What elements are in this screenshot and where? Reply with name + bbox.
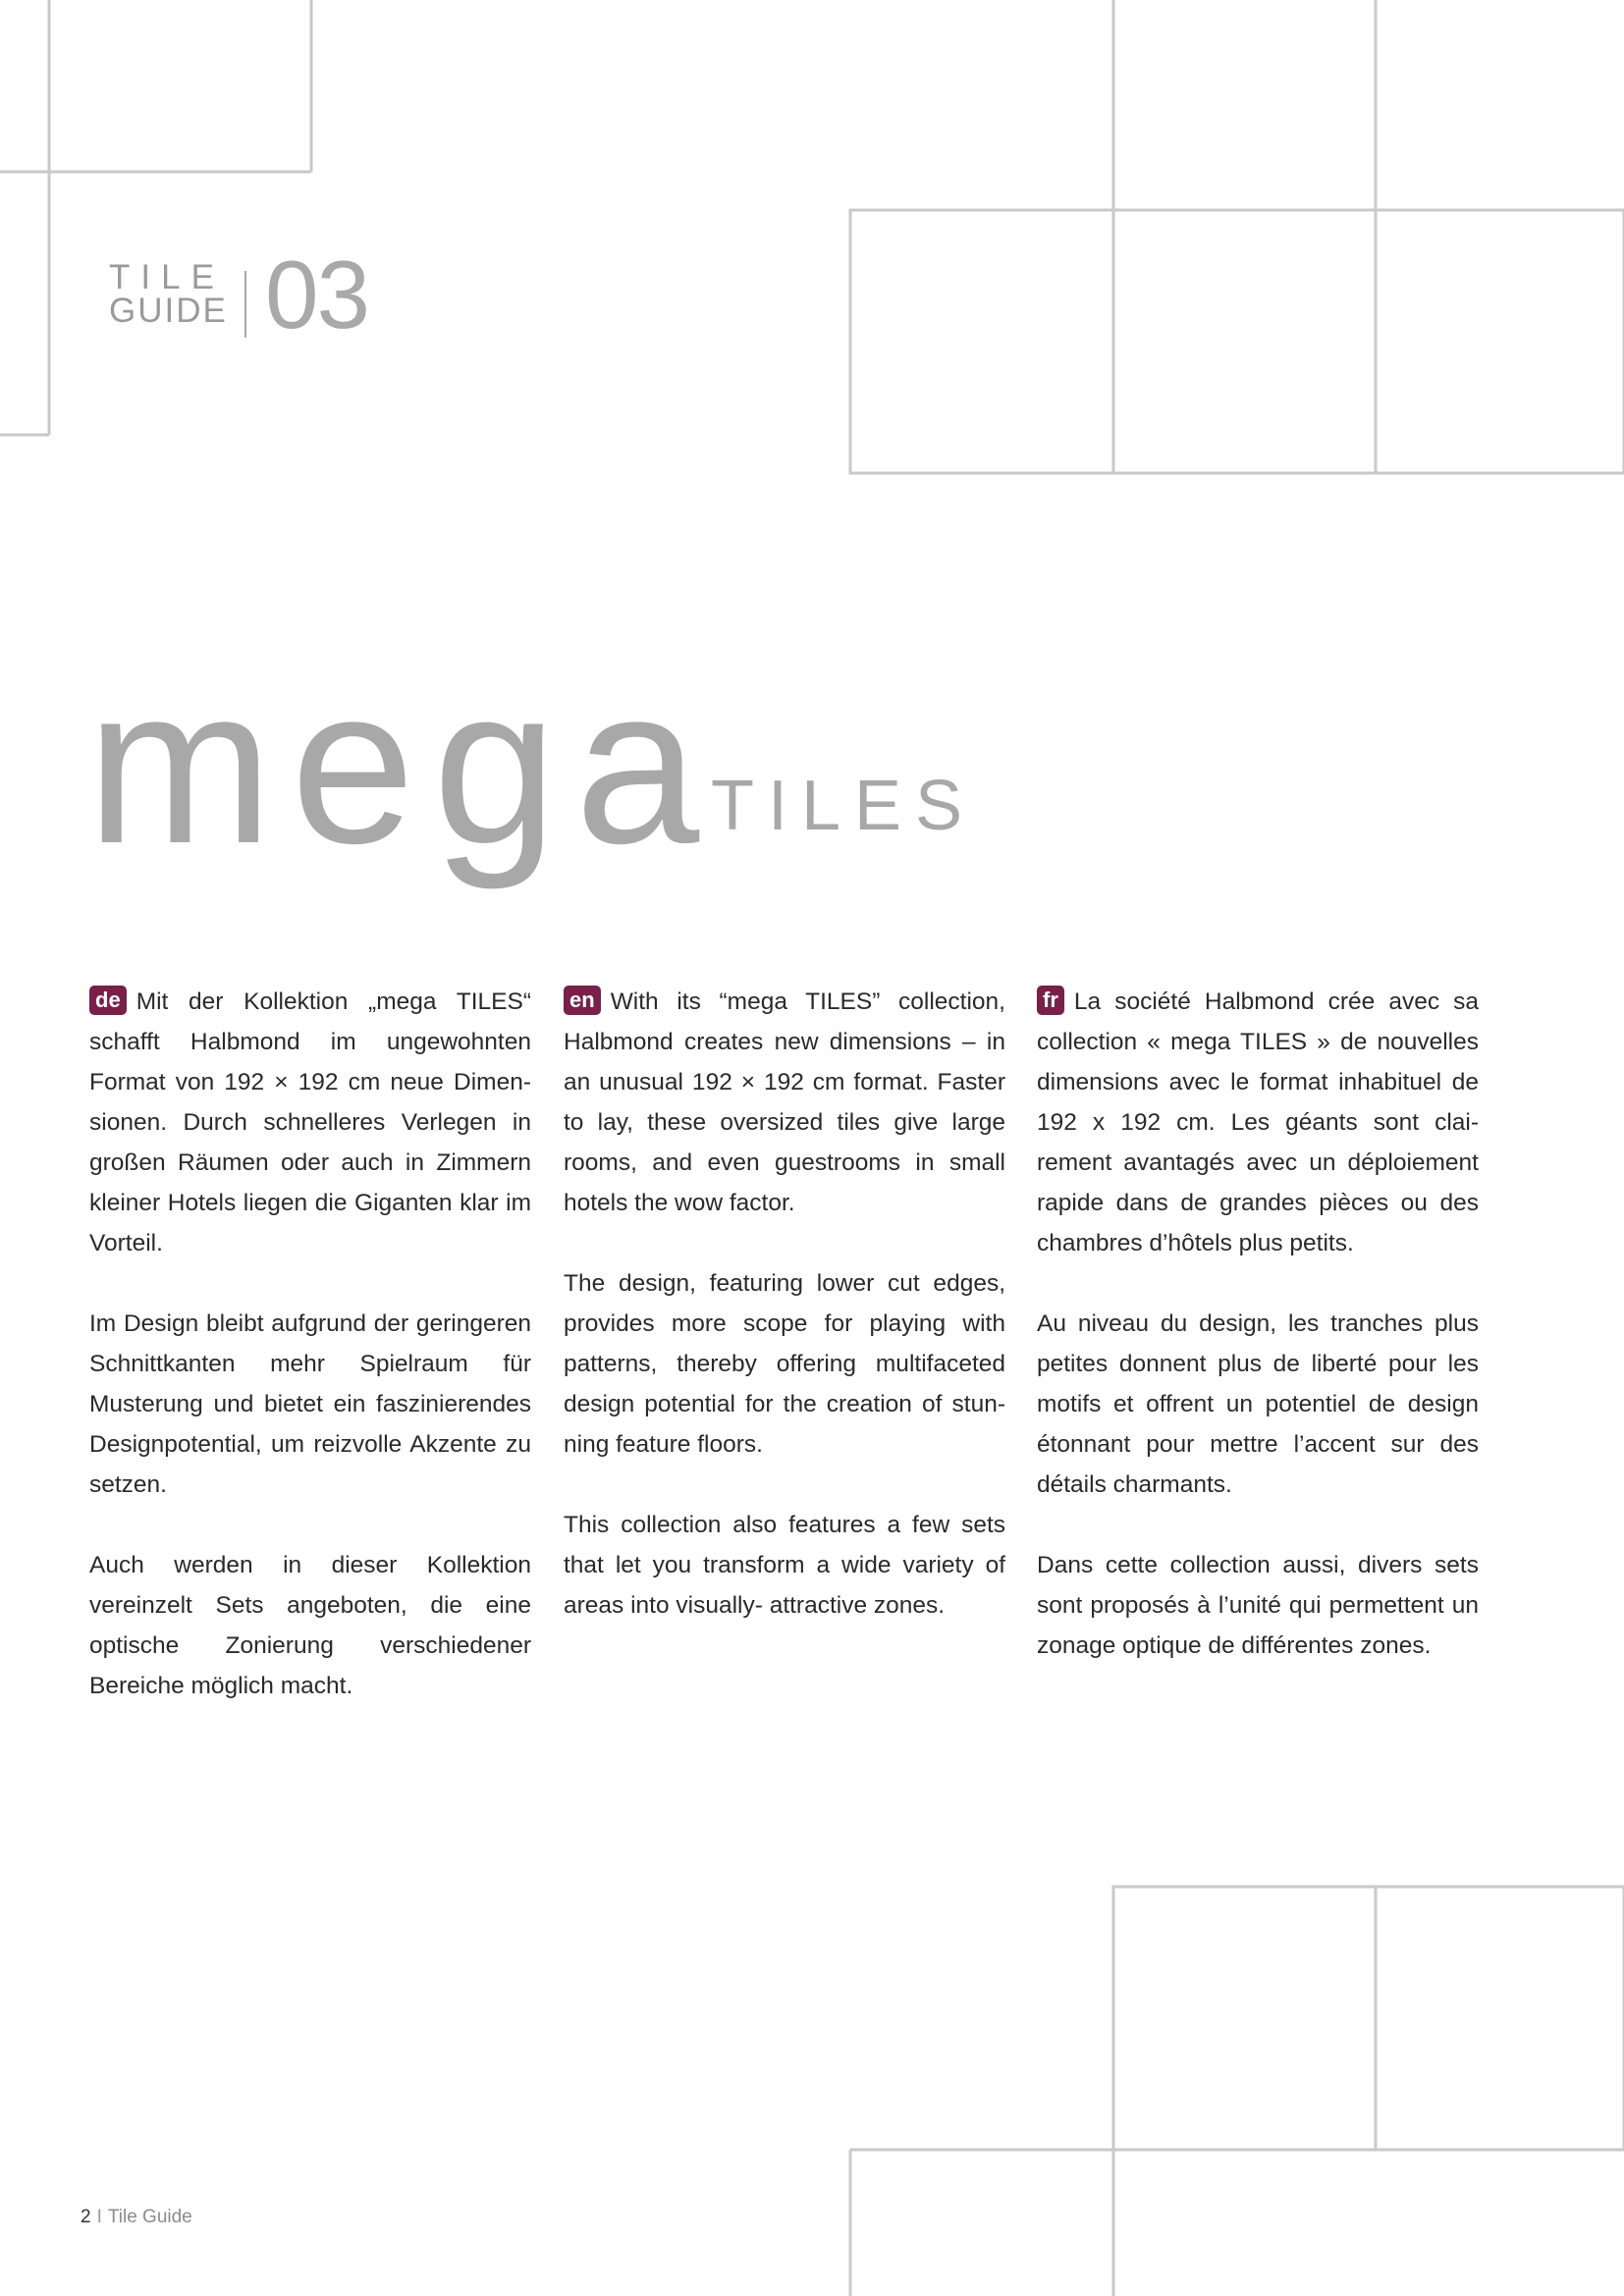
paragraph-text: La société Halbmond crée avec sa collection « mega TILES » de nouvelles dimensions avec le format inhabituel de 192 x 192 cm. Les géants sont clairement avantagés avec un déploiement rapide dans de grandes pièces ou des chambres d’hôtels plus petits. (1037, 988, 1479, 1256)
column-french (1037, 982, 1479, 1666)
language-badge-en: en (564, 986, 601, 1015)
tile-guide-line1: TILE (109, 258, 225, 296)
footer-separator: I (96, 2207, 102, 2227)
paragraph-en-1 (564, 982, 1005, 1223)
paragraph-en-3: This collection also features a few sets that let you transform a wide variety of areas into visually- attractive zones. (564, 1512, 1005, 1619)
page-number: 2 (81, 2207, 91, 2227)
tile-guide-line2: GUIDE (109, 292, 228, 330)
column-german (89, 982, 531, 1706)
paragraph-fr-1 (1037, 982, 1479, 1263)
paragraph-fr-2: Au niveau du design, les tranches plus petites donnent plus de liberté pour les motifs et offrent un potentiel de design étonnant pour mettre l’accent sur des détails charmants. (1037, 1310, 1479, 1498)
chapter-number: 03 (265, 240, 369, 348)
header-divider (244, 271, 246, 338)
language-badge-de: de (89, 986, 127, 1015)
footer-label: Tile Guide (107, 2207, 192, 2227)
paragraph-de-1 (89, 982, 531, 1263)
page-title-main: mega (86, 641, 718, 890)
paragraph-en-2: The design, featuring lower cut edges, provides more scope for playing with patterns, thereby offering multifaceted design potential for the creation of stunning feature floors. (564, 1270, 1005, 1458)
paragraph-text: Mit der Kollektion „mega TILES“ schafft Halbmond im ungewohnten Format von 192 × 192 cm neue Dimensionen. Durch schnelleres Verlegen in großen Räumen oder auch in Zimmern kleiner Hotels liegen die Giganten klar im Vorteil. (89, 988, 531, 1256)
paragraph-de-3: Auch werden in dieser Kollektion vereinzelt Sets angeboten, die eine optische Zonierung verschiedener Bereiche möglich macht. (89, 1552, 531, 1699)
paragraph-fr-3: Dans cette collection aussi, divers sets sont proposés à l’unité qui permettent un zonage optique de différentes zones. (1037, 1552, 1479, 1659)
column-english (564, 982, 1005, 1626)
page-title-sub: TILES (711, 767, 977, 845)
paragraph-text: With its “mega TILES” collection, Halbmond creates new dimensions – in an unusual 192 × 192 cm format. Faster to lay, these oversized tiles give large rooms, and even guestrooms in small hotels the wow factor. (564, 988, 1005, 1216)
tile-guide-label (109, 258, 228, 330)
page-footer (81, 2207, 192, 2228)
paragraph-de-2: Im Design bleibt aufgrund der geringeren Schnittkanten mehr Spielraum für Musterung und bietet ein faszinierendes Designpotential, um reizvolle Akzente zu setzen. (89, 1310, 531, 1498)
language-badge-fr: fr (1037, 986, 1064, 1015)
